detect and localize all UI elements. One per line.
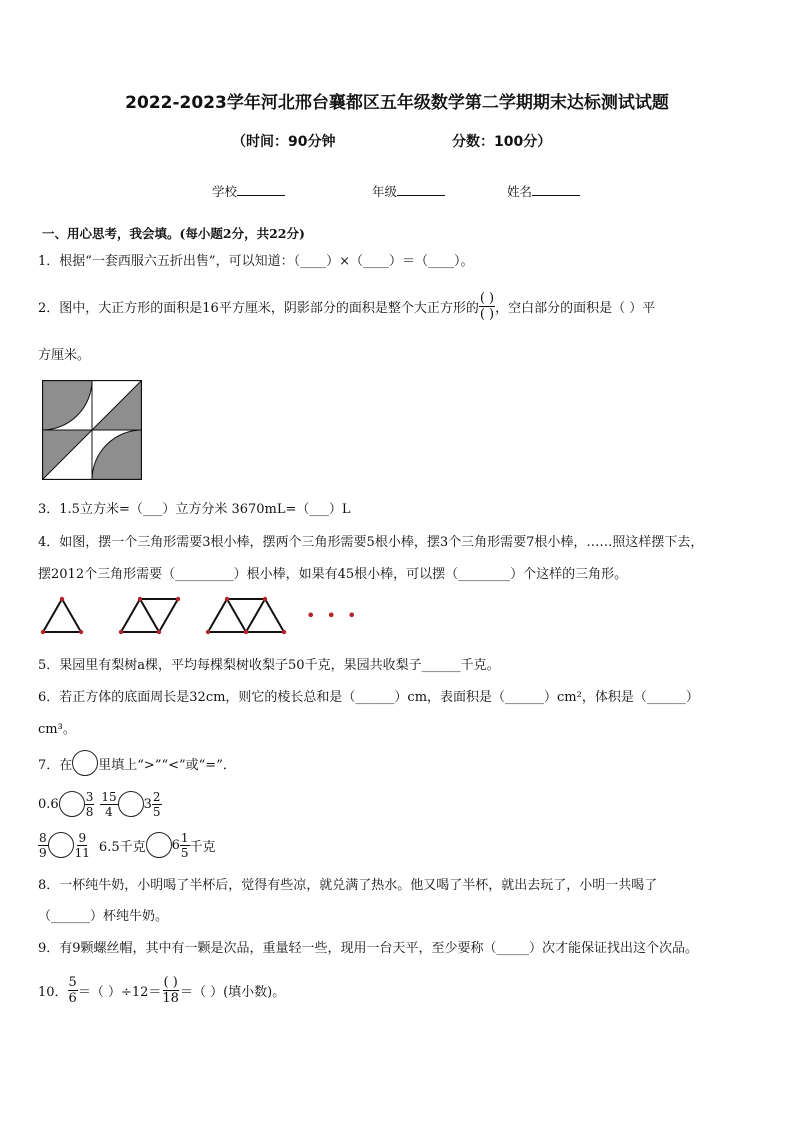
square-figure — [42, 380, 142, 480]
compare-row-1: 0.6 $\frac{3}{8}$ $\frac{15}{4}$ 3 $\frac{2}{5}$ — [38, 789, 161, 819]
name-field: 姓名 — [507, 182, 580, 200]
triangle-3a — [208, 599, 246, 632]
question-6-line1: 6．若正方体的底面周长是32cm，则它的棱长总和是（______）cm，表面积是（______）cm²，体积是（______） — [38, 690, 699, 705]
shade-bottom-right — [92, 430, 142, 480]
question-4-line1: 4．如图，摆一个三角形需要3根小棒，摆两个三角形需要5根小棒，摆3个三角形需要7根小棒，……照这样摆下去， — [38, 535, 704, 550]
question-9: 9．有9颗螺丝帽，其中有一颗是次品，重量轻一些，现用一台天平，至少要称（_____）次才能保证找出这个次品。 — [38, 941, 699, 956]
question-7: 7．在 里填上“>”“<”或“=”． — [38, 750, 236, 776]
question-2-cont: 方厘米。 — [38, 348, 91, 363]
exam-score: 分数：100分） — [452, 134, 552, 150]
triangle-3b — [227, 599, 265, 632]
question-5: 5．果园里有梨树a棵，平均每棵梨树收梨子50千克，果园共收梨子______千克。 — [38, 658, 500, 673]
triangle-2b — [140, 599, 178, 632]
triangle-2a — [121, 599, 159, 632]
name-blank[interactable] — [532, 183, 580, 196]
continuation-dots: • • • — [306, 606, 360, 625]
triangle-sticks-figure — [38, 594, 298, 638]
question-2: 2．图中，大正方形的面积是16平方厘米，阴影部分的面积是整个大正方形的 $\frac{( )}{( )}$ ，空白部分的面积是（ ）平 — [38, 290, 656, 322]
school-field: 学校 — [212, 182, 285, 200]
triangle-3c — [246, 599, 284, 632]
question-3: 3．1.5立方米=（___）立方分米 3670mL=（___）L — [38, 502, 351, 517]
compare-circle-2[interactable] — [118, 791, 144, 817]
shade-top-left — [42, 380, 92, 430]
page-title: 2022-2023学年河北邢台襄都区五年级数学第二学期期末达标测试试题 — [125, 93, 669, 113]
grade-blank[interactable] — [397, 183, 445, 196]
school-blank[interactable] — [237, 183, 285, 196]
compare-row-2: $\frac{8}{9}$ $\frac{9}{11}$ 6.5千克 6 $\frac{1}{5}$ 千克 — [39, 830, 216, 860]
section-heading: 一、用心思考，我会填。(每小题2分，共22分) — [42, 226, 305, 241]
compare-circle-1[interactable] — [59, 791, 85, 817]
question-8-line1: 8．一杯纯牛奶，小明喝了半杯后，觉得有些凉，就兑满了热水。他又喝了半杯，就出去玩了，小明一共喝了 — [38, 878, 658, 893]
question-10: 10． $\frac{5}{6}$ ＝（ ）÷12＝ $\frac{( )}{18}$ ＝（ ）(填小数)。 — [38, 974, 286, 1006]
compare-circle-sample — [72, 750, 98, 776]
compare-circle-3[interactable] — [48, 832, 74, 858]
grade-field: 年级 — [372, 182, 445, 200]
compare-circle-4[interactable] — [146, 832, 172, 858]
triangle-1 — [43, 599, 81, 632]
question-8-line2: （______）杯纯牛奶。 — [38, 909, 169, 924]
question-1: 1．根据“一套西服六五折出售”，可以知道：（____）×（____）＝（____）。 — [38, 254, 474, 269]
question-4-line2: 摆2012个三角形需要（_________）根小棒，如果有45根小棒，可以摆（________）个这样的三角形。 — [38, 567, 628, 582]
question-6-line2: cm³。 — [38, 722, 76, 737]
q2-fraction: $\frac{( )}{( )}$ — [479, 290, 495, 322]
exam-time: （时间：90分钟 — [232, 134, 336, 150]
